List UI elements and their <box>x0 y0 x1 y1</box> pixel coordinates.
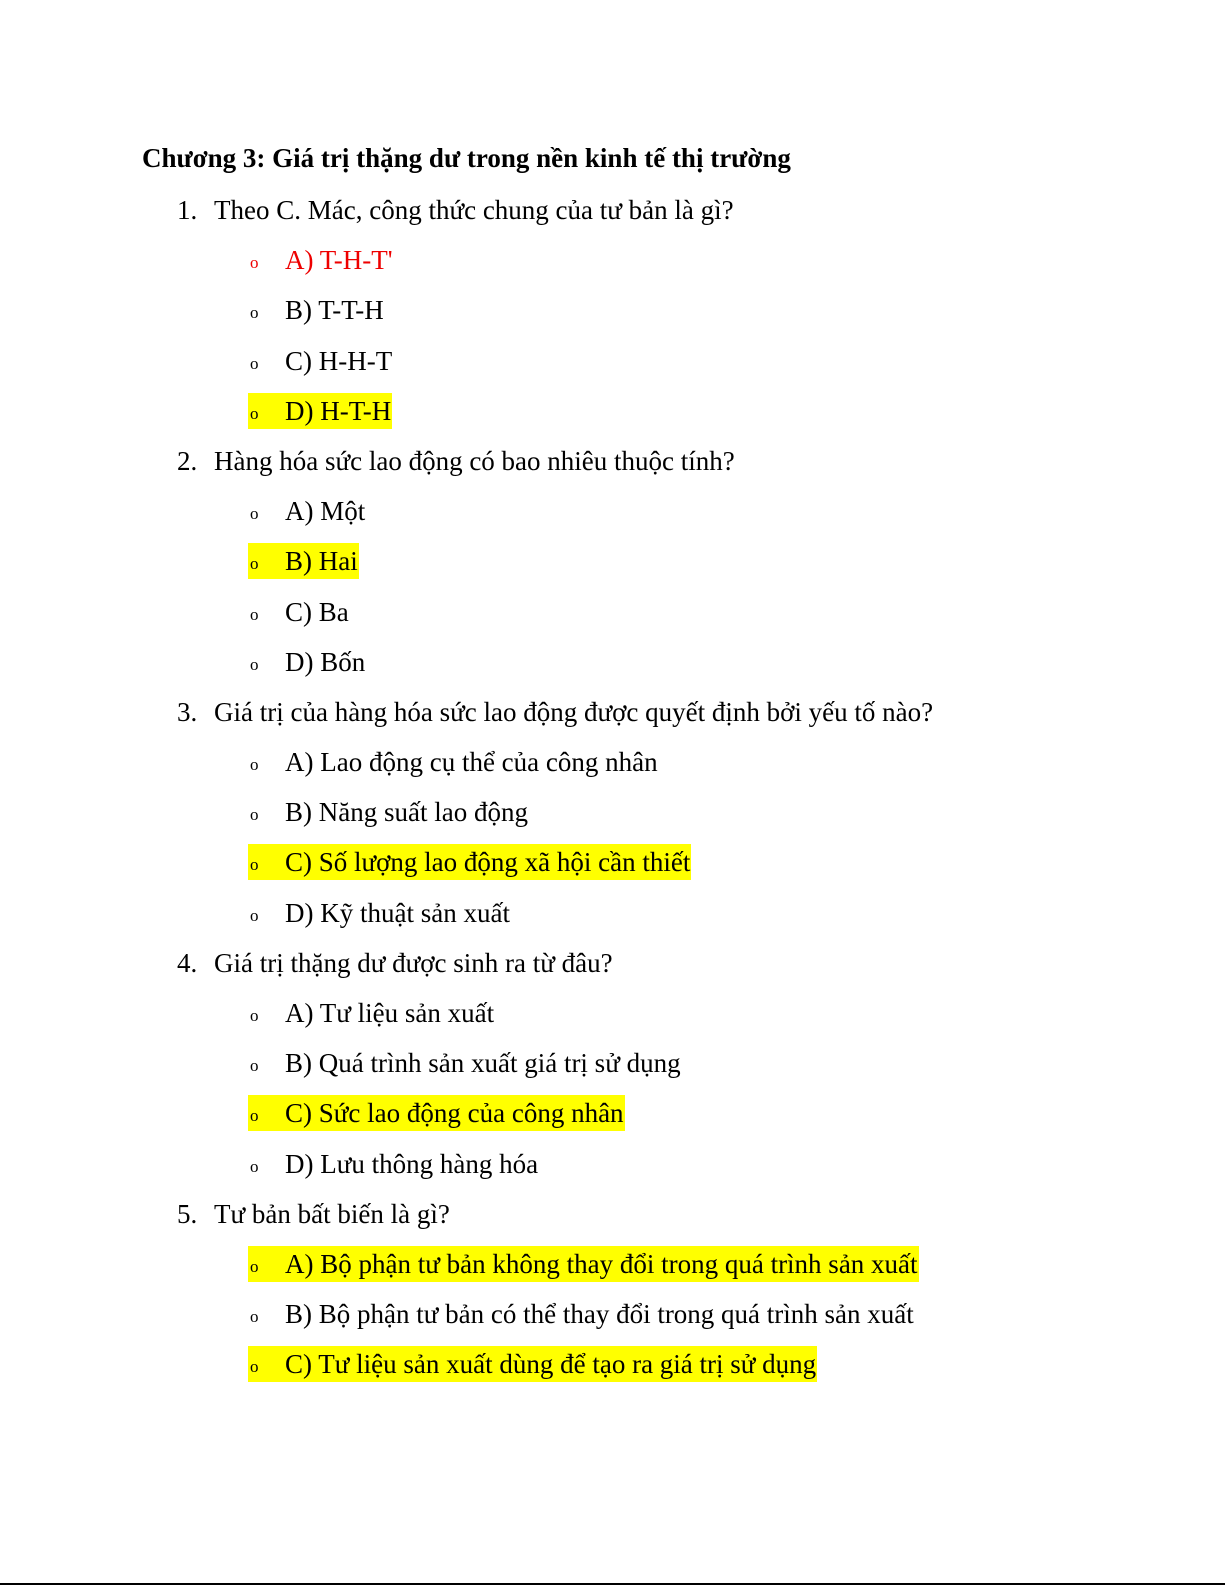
circle-bullet-icon: o <box>250 654 259 674</box>
answer-label: A) Bộ phận tư bản không thay đổi trong quá trình sản xuất <box>285 1248 918 1279</box>
answer-label: C) H-H-T <box>285 345 393 376</box>
answer-label: D) Lưu thông hàng hóa <box>285 1148 539 1179</box>
answer-label: A) T-H-T' <box>285 245 393 276</box>
answer-option <box>0 493 1225 543</box>
answer-line <box>248 1146 539 1182</box>
circle-bullet-icon: o <box>250 905 259 925</box>
question-text <box>0 945 1225 995</box>
answer-options <box>0 995 1225 1196</box>
circle-bullet-icon: o <box>250 604 259 624</box>
question-number: 4. <box>177 947 198 978</box>
answer-line <box>248 1296 915 1332</box>
answer-option <box>0 844 1225 894</box>
answer-option <box>0 292 1225 342</box>
answer-label: B) Quá trình sản xuất giá trị sử dụng <box>285 1048 681 1079</box>
question-5 <box>0 1196 1225 1397</box>
circle-bullet-icon: o <box>250 504 259 524</box>
circle-bullet-icon: o <box>250 855 259 875</box>
question-label: Giá trị của hàng hóa sức lao động được quyết định bởi yếu tố nào? <box>214 696 934 727</box>
answer-label: C) Số lượng lao động xã hội cần thiết <box>285 847 691 878</box>
answer-option <box>0 242 1225 292</box>
answer-option <box>0 594 1225 644</box>
circle-bullet-icon: o <box>250 1357 259 1377</box>
question-label: Tư bản bất biến là gì? <box>214 1198 450 1229</box>
answer-option <box>0 1246 1225 1296</box>
answer-options <box>0 493 1225 694</box>
answer-option <box>0 1296 1225 1346</box>
question-1 <box>0 192 1225 443</box>
question-text <box>0 443 1225 493</box>
answer-option <box>0 1146 1225 1196</box>
circle-bullet-icon: o <box>250 554 259 574</box>
answer-line <box>248 292 385 328</box>
question-number: 3. <box>177 696 198 727</box>
question-text <box>0 694 1225 744</box>
answer-label: C) Sức lao động của công nhân <box>285 1098 624 1129</box>
answer-option <box>0 794 1225 844</box>
answer-option <box>0 1045 1225 1095</box>
answer-line <box>248 1045 682 1081</box>
question-2 <box>0 443 1225 694</box>
highlighted-answer <box>248 1246 919 1282</box>
circle-bullet-icon: o <box>250 1307 259 1327</box>
answer-options <box>0 242 1225 443</box>
answer-label: A) Một <box>285 496 366 527</box>
answer-line <box>248 794 529 830</box>
question-text <box>0 192 1225 242</box>
question-label: Giá trị thặng dư được sinh ra từ đâu? <box>214 947 613 978</box>
answer-label: B) Bộ phận tư bản có thể thay đổi trong quá trình sản xuất <box>285 1299 914 1330</box>
answer-options <box>0 744 1225 945</box>
circle-bullet-icon: o <box>250 1256 259 1276</box>
circle-bullet-icon: o <box>250 1106 259 1126</box>
answer-label: D) Bốn <box>285 646 366 677</box>
question-text <box>0 1196 1225 1246</box>
highlighted-answer <box>248 1095 625 1131</box>
circle-bullet-icon: o <box>250 253 259 273</box>
question-list <box>0 192 1225 1397</box>
answer-line <box>248 493 366 529</box>
question-label: Hàng hóa sức lao động có bao nhiêu thuộc tính? <box>214 445 735 476</box>
question-number: 1. <box>177 195 198 225</box>
answer-label: C) Tư liệu sản xuất dùng để tạo ra giá trị sử dụng <box>285 1349 817 1380</box>
answer-option <box>0 895 1225 945</box>
answer-label: B) Năng suất lao động <box>285 797 528 828</box>
question-number: 2. <box>177 445 198 476</box>
highlighted-answer <box>248 543 359 579</box>
answer-line <box>248 242 394 278</box>
answer-label: C) Ba <box>285 596 349 627</box>
answer-label: D) Kỹ thuật sản xuất <box>285 897 510 928</box>
circle-bullet-icon: o <box>250 1156 259 1176</box>
question-number: 5. <box>177 1198 198 1229</box>
chapter-title: Chương 3: Giá trị thặng dư trong nền kinh tế thị trường <box>142 143 791 173</box>
highlighted-answer <box>248 844 691 880</box>
circle-bullet-icon: o <box>250 1056 259 1076</box>
question-label: Theo C. Mác, công thức chung của tư bản là gì? <box>214 195 734 225</box>
circle-bullet-icon: o <box>250 403 259 423</box>
answer-option <box>0 744 1225 794</box>
answer-label: A) Tư liệu sản xuất <box>285 998 495 1028</box>
circle-bullet-icon: o <box>250 755 259 775</box>
highlighted-answer <box>248 393 392 429</box>
answer-option <box>0 393 1225 443</box>
answer-line <box>248 895 511 931</box>
answer-line <box>248 343 393 379</box>
answer-option <box>0 543 1225 593</box>
circle-bullet-icon: o <box>250 1006 259 1025</box>
answer-label: B) T-T-H <box>285 295 384 326</box>
answer-line <box>248 744 659 780</box>
answer-options <box>0 1246 1225 1397</box>
answer-option <box>0 1346 1225 1396</box>
circle-bullet-icon: o <box>250 303 259 323</box>
answer-label: A) Lao động cụ thể của công nhân <box>285 747 658 778</box>
answer-option <box>0 343 1225 393</box>
answer-line <box>248 995 495 1031</box>
answer-option <box>0 995 1225 1045</box>
circle-bullet-icon: o <box>250 805 259 825</box>
answer-option <box>0 644 1225 694</box>
answer-label: B) Hai <box>285 546 358 577</box>
circle-bullet-icon: o <box>250 353 259 373</box>
answer-line <box>248 644 366 680</box>
answer-line <box>248 594 350 630</box>
highlighted-answer <box>248 1346 817 1382</box>
question-3 <box>0 694 1225 945</box>
answer-label: D) H-T-H <box>285 395 392 426</box>
answer-option <box>0 1095 1225 1145</box>
question-4 <box>0 945 1225 1196</box>
